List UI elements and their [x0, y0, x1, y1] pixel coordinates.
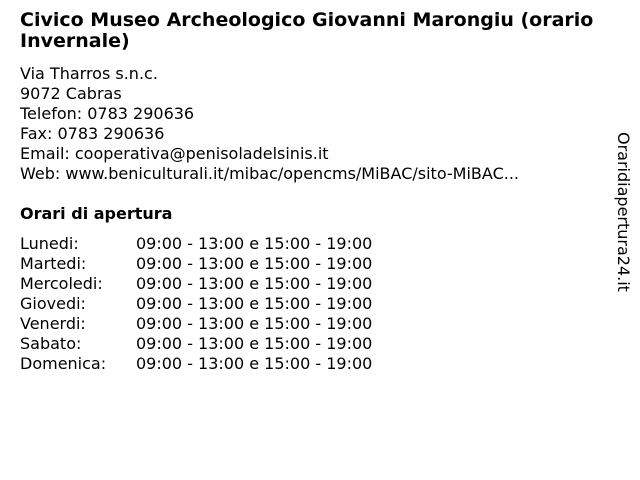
time-range: 09:00 - 13:00 e 15:00 - 19:00 — [136, 354, 373, 373]
hours-row-sabato — [20, 334, 372, 354]
time-range: 09:00 - 13:00 e 15:00 - 19:00 — [136, 254, 373, 273]
opening-hours-table — [20, 234, 372, 374]
time-range: 09:00 - 13:00 e 15:00 - 19:00 — [136, 234, 373, 253]
day-label: Venerdi: — [20, 314, 86, 333]
fax-line: Fax: 0783 290636 — [20, 124, 165, 143]
day-label: Sabato: — [20, 334, 82, 353]
hours-row-giovedi — [20, 294, 372, 314]
city-line: 9072 Cabras — [20, 84, 122, 103]
hours-row-venerdi — [20, 314, 372, 334]
time-range: 09:00 - 13:00 e 15:00 - 19:00 — [136, 274, 373, 293]
day-label: Domenica: — [20, 354, 107, 373]
contact-info — [20, 64, 519, 184]
time-range: 09:00 - 13:00 e 15:00 - 19:00 — [136, 294, 373, 313]
site-watermark: Oraridiapertura24.it — [614, 132, 633, 292]
hours-row-mercoledi — [20, 274, 372, 294]
day-label: Giovedi: — [20, 294, 86, 313]
page-title: Civico Museo Archeologico Giovanni Marongiu (orario Invernale) — [20, 9, 594, 52]
hours-row-lunedi — [20, 234, 372, 254]
hours-row-domenica — [20, 354, 372, 374]
web-line: Web: www.beniculturali.it/mibac/opencms/MiBAC/sito-MiBAC... — [20, 164, 519, 183]
time-range: 09:00 - 13:00 e 15:00 - 19:00 — [136, 314, 373, 333]
hours-row-martedi — [20, 254, 372, 274]
opening-hours-heading: Orari di apertura — [20, 204, 173, 223]
email-line: Email: cooperativa@penisoladelsinis.it — [20, 144, 329, 163]
phone-line: Telefon: 0783 290636 — [20, 104, 195, 123]
address-line: Via Tharros s.n.c. — [20, 64, 158, 83]
time-range: 09:00 - 13:00 e 15:00 - 19:00 — [136, 334, 373, 353]
day-label: Martedi: — [20, 254, 87, 273]
day-label: Mercoledi: — [20, 274, 103, 293]
day-label: Lunedi: — [20, 234, 79, 253]
